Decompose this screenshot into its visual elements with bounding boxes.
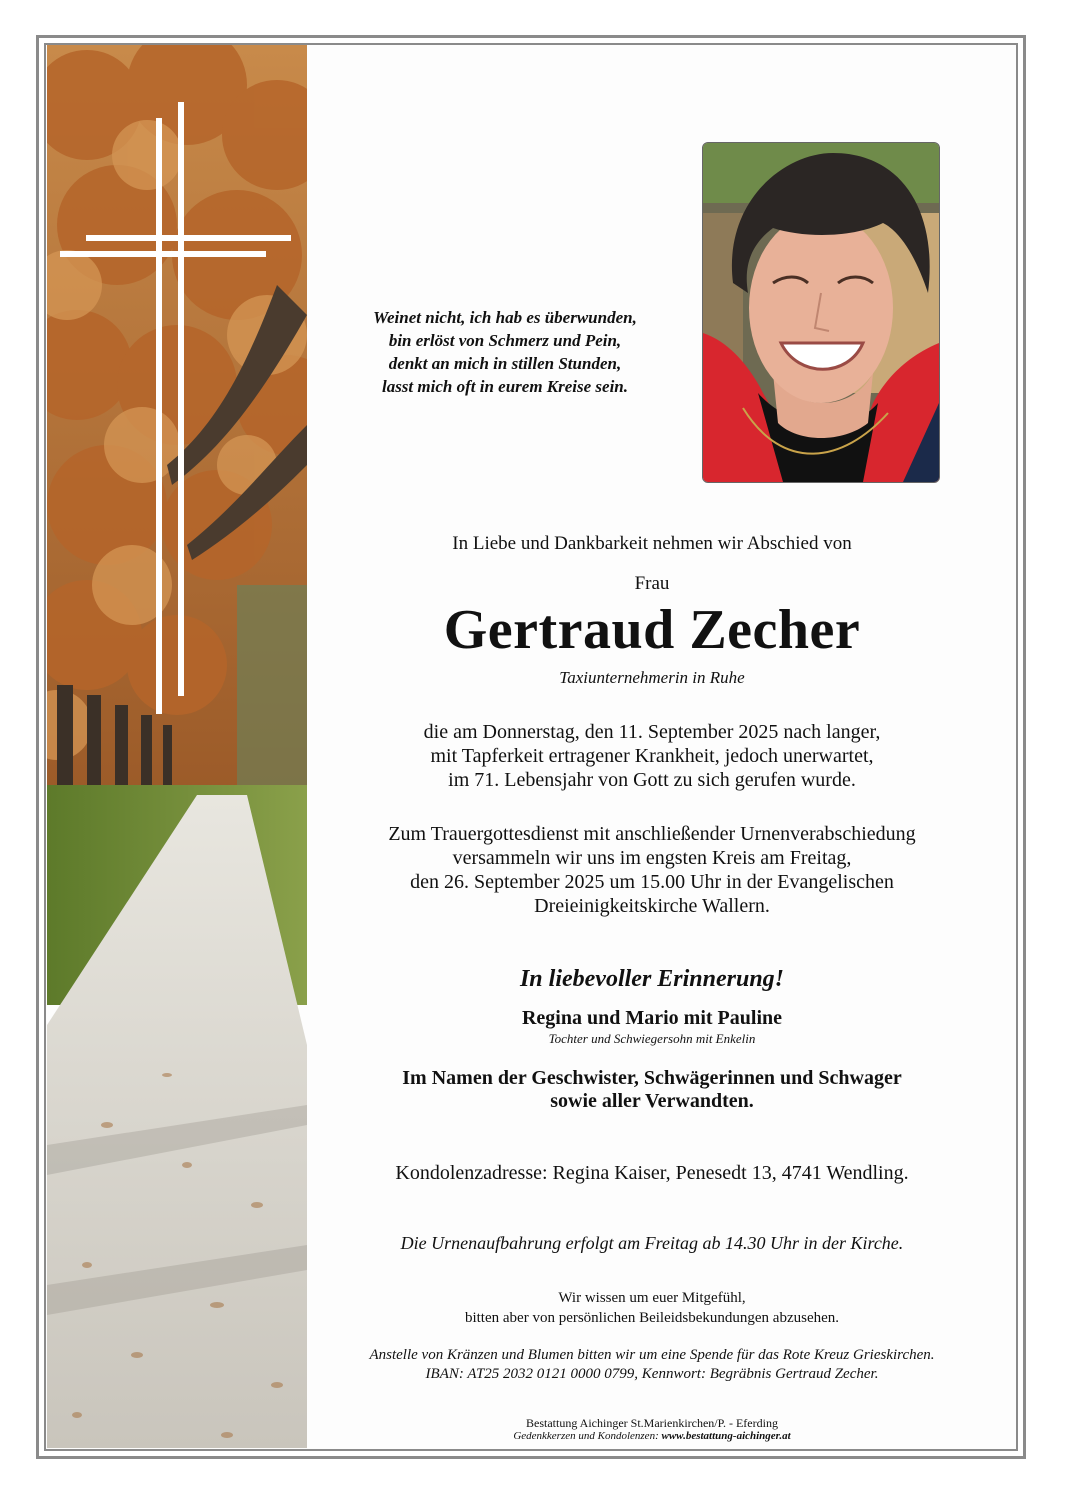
- poem-line: lasst mich oft in eurem Kreise sein.: [381, 377, 629, 396]
- undertaker-web-label: Gedenkkerzen und Kondolenzen:: [513, 1430, 659, 1442]
- memory-heading: In liebevoller Erinnerung!: [519, 966, 785, 992]
- service-line: den 26. September 2025 um 15.00 Uhr in der Evangelischen: [410, 871, 894, 893]
- death-line: die am Donnerstag, den 11. September 2025 nach langer,: [423, 721, 881, 743]
- empathy-line: Wir wissen um euer Mitgefühl,: [558, 1290, 746, 1306]
- poem: [330, 306, 680, 398]
- death-line: mit Tapferkeit ertragener Krankheit, jedoch unerwartet,: [430, 745, 874, 767]
- autumn-path-image: [47, 45, 307, 1448]
- poem-line: denkt an mich in stillen Stunden,: [388, 354, 622, 373]
- condolence-address: Kondolenzadresse: Regina Kaiser, Penesedt 13, 4741 Wendling.: [395, 1162, 909, 1184]
- empathy-line: bitten aber von persönlichen Beileidsbekundungen abzusehen.: [464, 1310, 840, 1326]
- portrait-photo: [702, 142, 940, 483]
- death-notice: [310, 720, 994, 792]
- service-line: Zum Trauergottesdienst mit anschließender Urnenverabschiedung: [388, 823, 916, 845]
- relatives-line: sowie aller Verwandten.: [550, 1090, 754, 1112]
- profession: Taxiunternehmerin in Ruhe: [559, 668, 745, 687]
- family-relation: Tochter und Schwiegersohn mit Enkelin: [548, 1031, 756, 1046]
- empathy-note: [310, 1288, 994, 1328]
- service-line: versammeln wir uns im engsten Kreis am Freitag,: [452, 847, 852, 869]
- relatives: [310, 1067, 994, 1113]
- undertaker: Bestattung Aichinger St.Marienkirchen/P. - Eferding: [526, 1416, 778, 1430]
- service-notice: [310, 822, 994, 918]
- deceased-name: Gertraud Zecher: [443, 599, 861, 661]
- intro-text: In Liebe und Dankbarkeit nehmen wir Abschied von: [452, 533, 852, 554]
- urn-note: Die Urnenaufbahrung erfolgt am Freitag ab 14.30 Uhr in der Kirche.: [400, 1233, 904, 1253]
- poem-line: bin erlöst von Schmerz und Pein,: [388, 331, 622, 350]
- donation-note: [310, 1346, 994, 1384]
- donation-line: Anstelle von Kränzen und Blumen bitten wir um eine Spende für das Rote Kreuz Grieskirchen.: [369, 1347, 935, 1363]
- undertaker-web: [310, 1430, 994, 1442]
- undertaker-website-link[interactable]: www.bestattung-aichinger.at: [661, 1430, 791, 1442]
- poem-line: Weinet nicht, ich hab es überwunden,: [373, 308, 637, 327]
- cross-icon: [47, 45, 307, 765]
- donation-line: IBAN: AT25 2032 0121 0000 0799, Kennwort: Begräbnis Gertraud Zecher.: [425, 1366, 879, 1382]
- family-names: Regina und Mario mit Pauline: [521, 1007, 782, 1029]
- salutation: Frau: [634, 573, 670, 594]
- service-line: Dreieinigkeitskirche Wallern.: [534, 895, 770, 917]
- death-line: im 71. Lebensjahr von Gott zu sich gerufen wurde.: [448, 769, 856, 791]
- relatives-line: Im Namen der Geschwister, Schwägerinnen und Schwager: [402, 1067, 902, 1089]
